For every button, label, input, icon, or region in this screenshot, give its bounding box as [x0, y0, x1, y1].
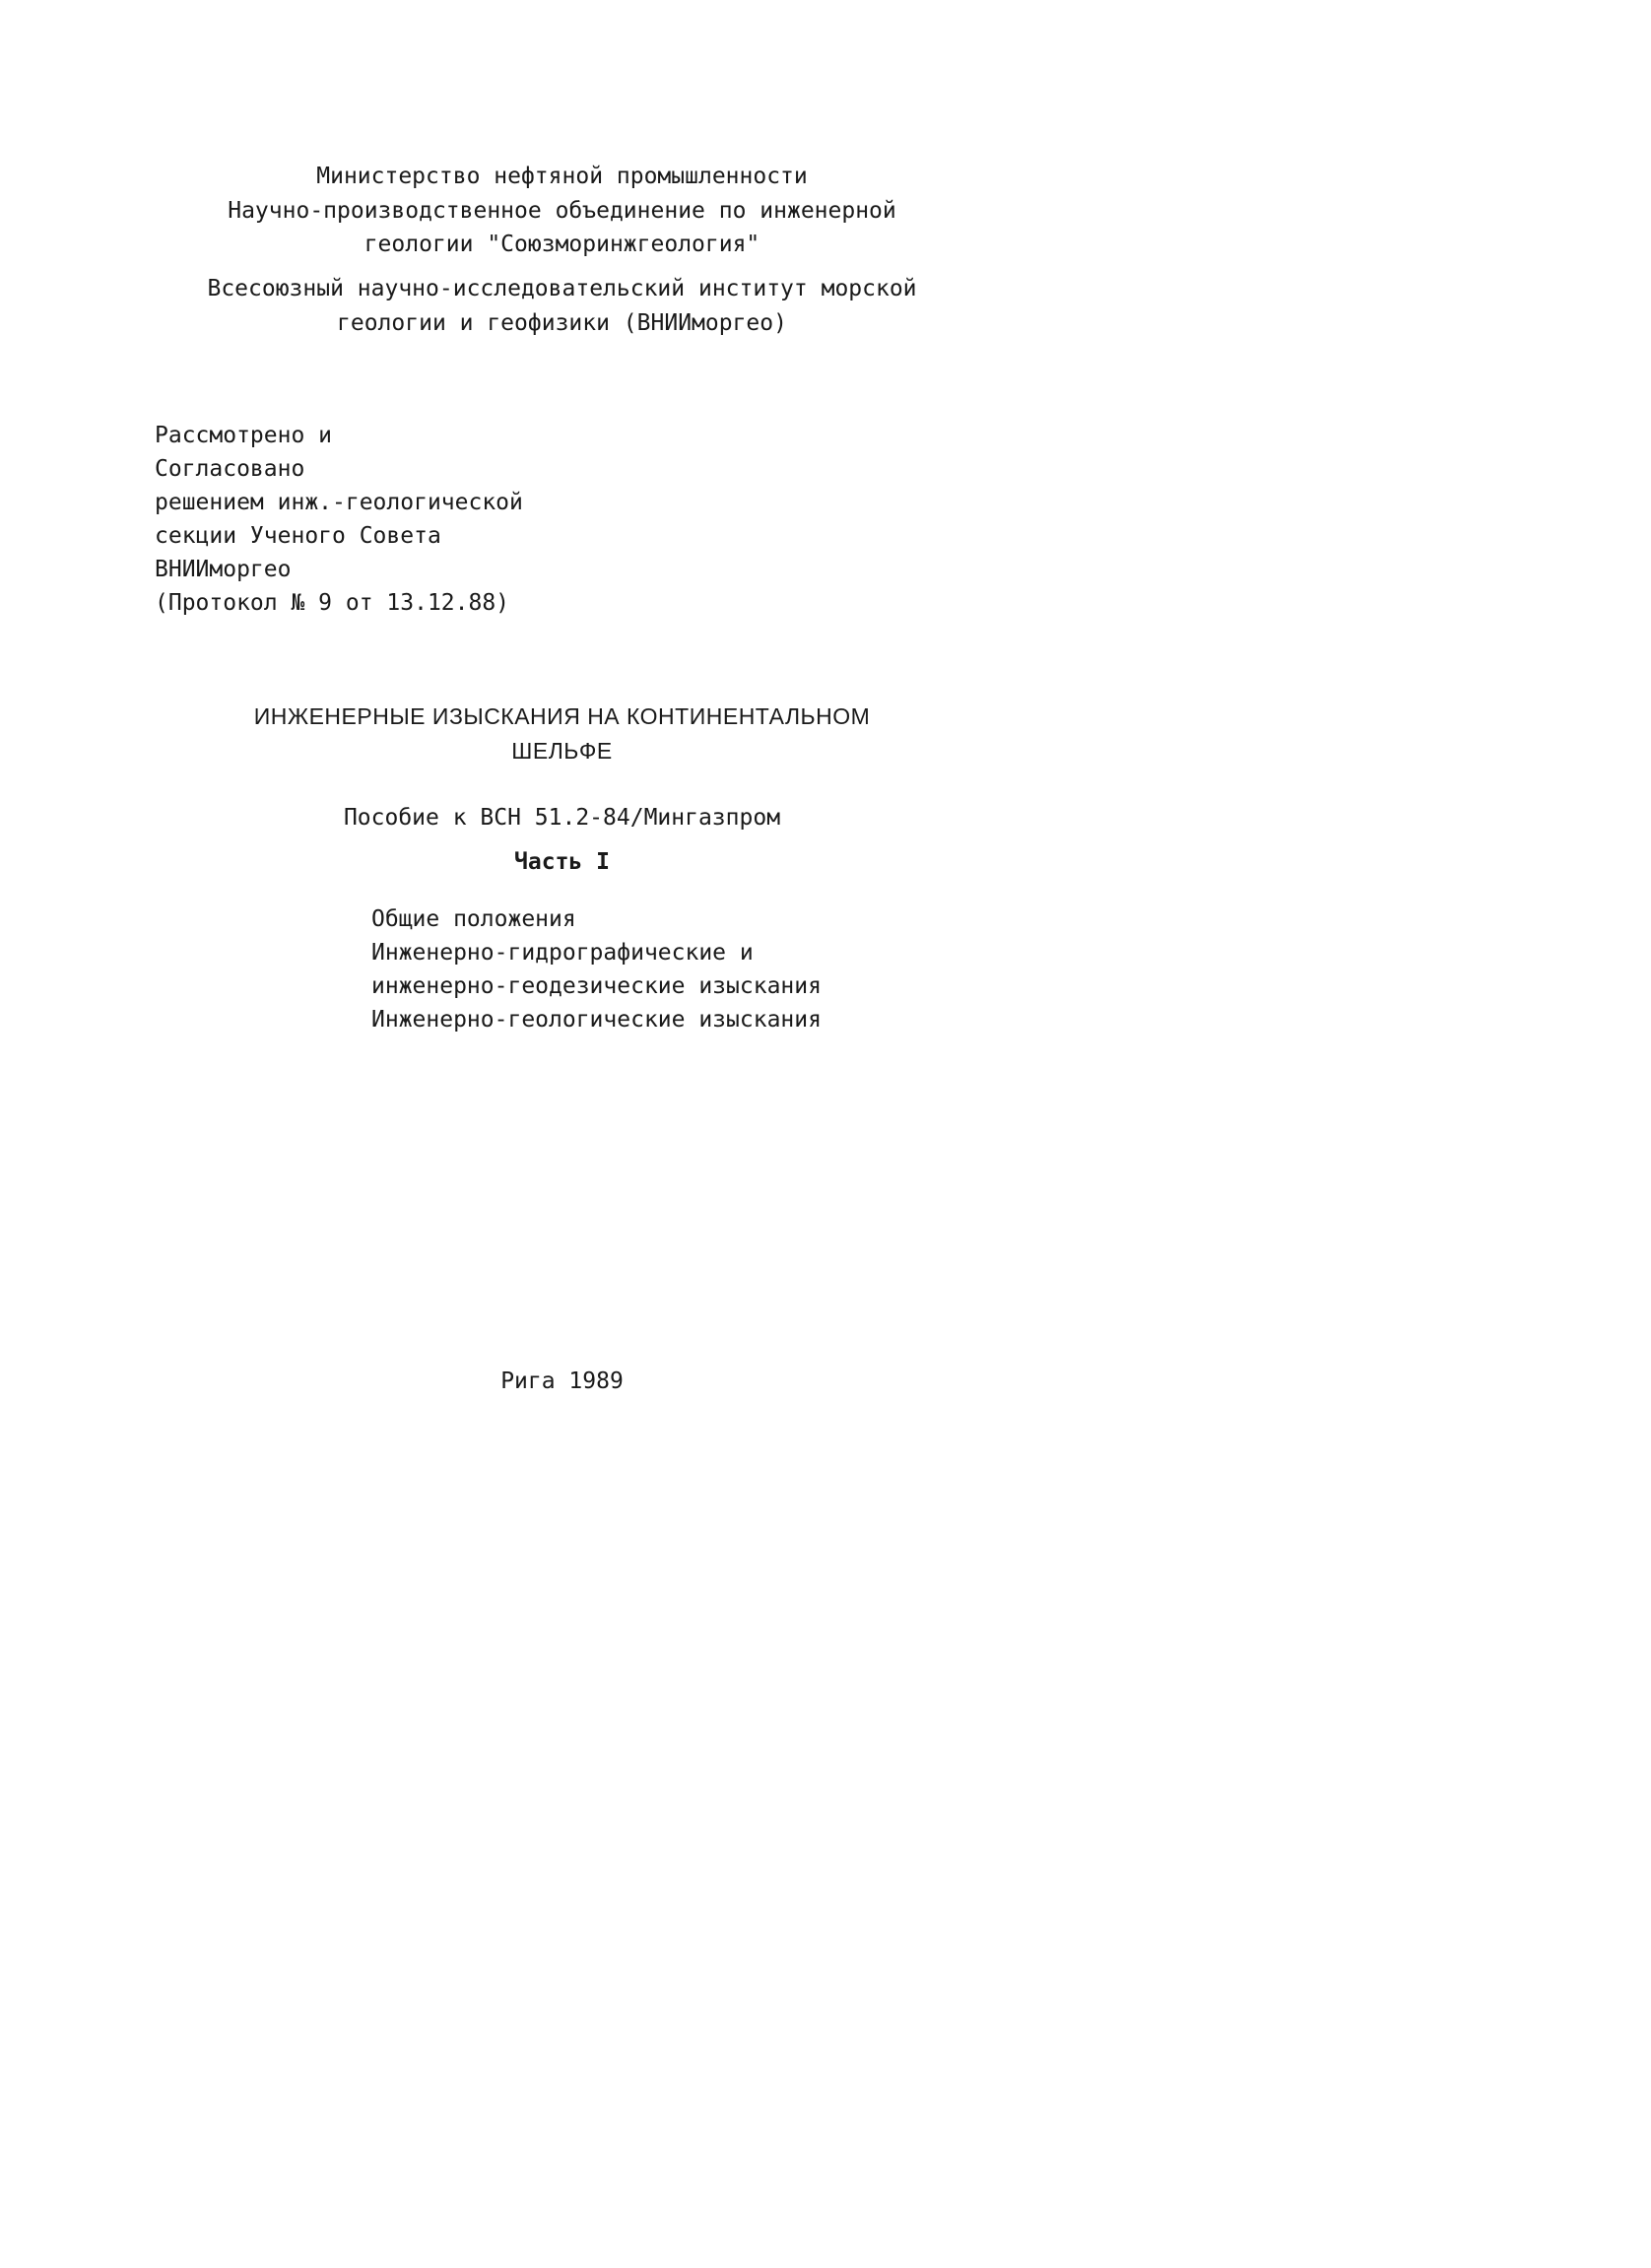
part-label: Часть I: [514, 849, 610, 875]
association-name-line1: Научно-производственное объединение по инженерной: [228, 198, 896, 224]
approval-line-council: секции Ученого Совета: [155, 523, 441, 549]
approval-line-decision: решением инж.-геологической: [155, 490, 523, 515]
approval-line-agreed: Согласовано: [155, 456, 305, 482]
approval-line-reviewed: Рассмотрено и: [155, 423, 333, 448]
contents-item-hydrographic: Инженерно-гидрографические и: [371, 940, 754, 966]
place-and-year: Рига 1989: [500, 1368, 624, 1394]
institute-name-line2: геологии и геофизики (ВНИИморгео): [337, 310, 787, 336]
document-title-line2: ШЕЛЬФЕ: [511, 738, 613, 764]
approval-line-institute: ВНИИморгео: [155, 557, 292, 582]
ministry-name: Министерство нефтяной промышленности: [316, 164, 808, 189]
contents-item-general: Общие положения: [371, 906, 576, 932]
association-name-line2: геологии "Союзморинжгеология": [363, 232, 760, 257]
approval-line-protocol: (Протокол № 9 от 13.12.88): [155, 590, 510, 616]
document-title-line1: ИНЖЕНЕРНЫЕ ИЗЫСКАНИЯ НА КОНТИНЕНТАЛЬНОМ: [253, 703, 871, 729]
institute-name-line1: Всесоюзный научно-исследовательский институт морской: [207, 276, 917, 301]
contents-item-geological: Инженерно-геологические изыскания: [371, 1007, 822, 1033]
contents-item-geodetic: инженерно-геодезические изыскания: [371, 973, 822, 999]
manual-reference: Пособие к ВСН 51.2-84/Мингазпром: [343, 805, 781, 831]
